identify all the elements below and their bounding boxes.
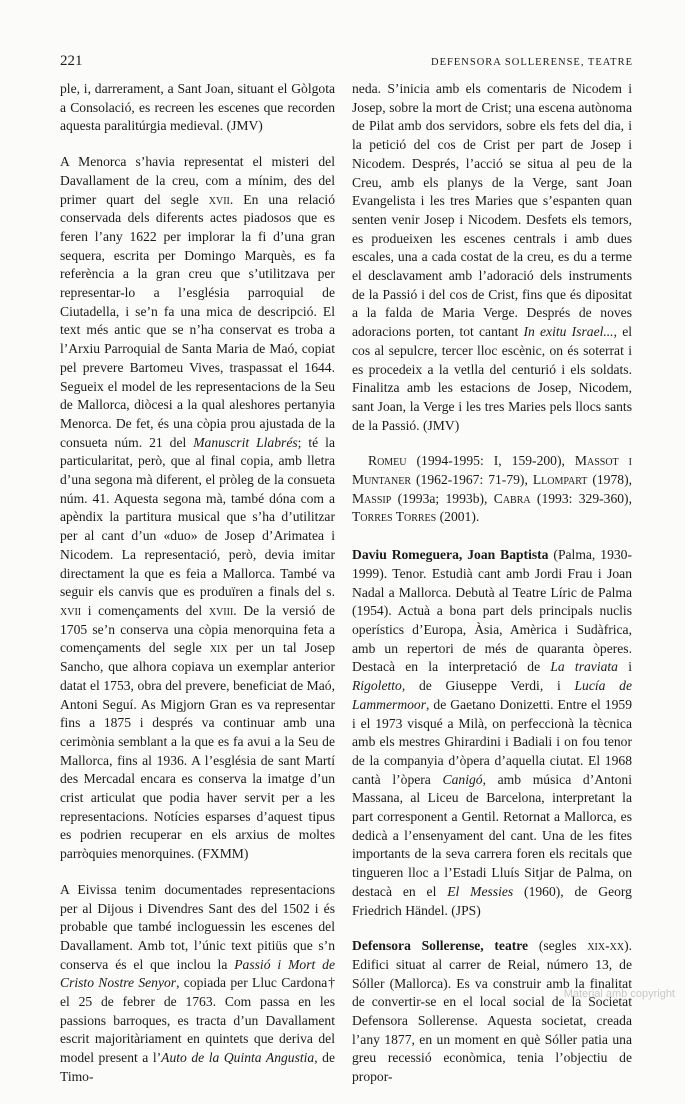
running-head: DEFENSORA SOLLERENSE, TEATRE xyxy=(431,57,633,68)
bibliography: Romeu (1994-1995: I, 159-200), Massot i Muntaner (1962-1967: 71-79), Llompart (1978), Massip (1993a; 1993b), Cabra (1993: 329-360), Torres Torres (2001). xyxy=(352,453,632,525)
left-column xyxy=(60,80,335,1104)
entry-daviu-romeguera: Daviu Romeguera, Joan Baptista (Palma, 1930-1999). Tenor. Estudià cant amb Jordi Frau i Joan Nadal a Mallorca. Debutà al Teatre Líric de Palma (1954). Actuà a bona part dels principals nuclis operístics d’Europa, Àsia, Amèrica i Sudàfrica, amb un repertori de més de quaranta òperes. Destacà en la interpretació de La traviata i Rigoletto, de Giuseppe Verdi, i Lucía de Lammermoor, de Gaetano Donizetti. Entre el 1959 i el 1973 visqué a Milà, on perfeccionà la tècnica amb els mestres Ghirardini i Badiali i on fou tenor de la companyia d’òpera d’aquella ciutat. El 1968 cantà l’òpera Canigó, amb música d’Antoni Massana, al Liceu de Barcelona, interpretant la part corresponent a Gentil. Retornat a Mallorca, es dedicà a l’ensenyament del cant. Una de les fites importants de la seva carrera foren els recitals que tingueren lloc a l’Estadi Lluís Sitjar de Palma, on destacà en el El Messies (1960), de Georg Friedrich Händel. (JPS) xyxy=(352,547,632,918)
page-number: 221 xyxy=(60,53,83,69)
paragraph-menorca: A Menorca s’havia representat el misteri del Davallament de la creu, com a mínim, des del primer quart del segle xvii. En una relació conservada dels diferents actes piadosos que es feren l’any 1622 per implorar la fi d’una gran sequera, escrita per Domingo Marquès, es fa referència a la gran creu que s’utilitzava per representar-lo a l’església parroquial de Ciutadella, i se’n fa una mica de descripció. El text més antic que se n’ha conservat es troba a l’Arxiu Parroquial de Santa Maria de Maó, copiat pel prevere Bartomeu Vives, traspassat el 1644. Segueix el model de les representacions de la Seu de Mallorca, diòcesi a la qual aleshores pertanyia Menorca. De fet, és una còpia prou ajustada de la consueta núm. 21 del Manuscrit Llabrés; té la particularitat, però, que al final copia, amb lletra d’una segona mà diferent, el pròleg de la consueta núm. 41. Aquesta segona mà, també dóna com a apèndix la partitura musical que s’ha d’utilitzar per al cant d’un «duo» de Josep d’Arimatea i Nicodem. La representació, però, devia imitar directament la que es feia a Mallorca. També va seguir els canvis que es produïren a finals del s. xvii i començaments del xviii. De la versió de 1705 se’n conserva una còpia menorquina feta a començaments del segle xix per un tal Josep Sancho, que alhora copiava un exemplar anterior datat el 1753, obra del prevere, beneficiat de Maó, Antoni Seguí. As Migjorn Gran es va representar fins a 1875 i després va continuar amb una cerimònia semblant a la que es fa avui a la Seu de Mallorca, fins al 1936. A l’església de sant Martí des Mercadal encara es conserva la imatge d’un crist articulat que podia haver servit per a les representacions. Notícies esparses d’aquest tipus es podrien recuperar en els arxius de moltes parròquies menorquines. (FXMM) xyxy=(60,154,335,862)
copyright-watermark: Material amb copyright xyxy=(563,988,675,1000)
paragraph-eivissa: A Eivissa tenim documentades representacions per al Dijous i Divendres Sant des del 1502 i és probable que també incloguessin les escenes del Davallament. Amb tot, l’únic text pitiüs que s’n conserva és el que inclou la Passió i Mort de Cristo Nostre Senyor, copiada per Lluc Cardona† el 25 de febrer de 1763. Com passa en les passions barroques, es tracta d’un Davallament escrit majoritàriament en quintets que deriva del model present a l’Auto de la Quinta Angustia, de Timo- xyxy=(60,881,335,1084)
paragraph-golgota: ple, i, darrerament, a Sant Joan, situant el Gòlgota a Consolació, es recreen les escenes que recorden aquesta paralitúrgia medieval. (JMV) xyxy=(60,81,335,134)
entry-defensora-sollerense: Defensora Sollerense, teatre (segles xix-xx). Edifici situat al carrer de Reial, número 13, de Sóller (Mallorca). Es va construir amb la finalitat de convertir-se en el local social de la Societat Defensora Sollerense. Aquesta societat, creada l’any 1877, en un moment en què Sóller patia una greu recessió econòmica, tenia l’objectiu de propor- xyxy=(352,938,632,1085)
right-column xyxy=(352,80,632,1104)
paragraph-timoneda: neda. S’inicia amb els comentaris de Nicodem i Josep, sobre la mort de Crist; una escena autònoma de Pilat amb dos servidors, sobre els fets del dia, i la petició del cos de Crist per part de Josep i Nicodem. Després, l’acció se situa al peu de la Creu, amb els planys de la Verge, sant Joan Evangelista i les tres Maries que s’espanten quan senten venir Josep i Nicodem. Desfets els temors, es produeixen les escenes centrals i amb dues escales, una a cada costat de la creu, es du a terme el desclavament amb l’adoració dels instruments de la Passió i del cos de Crist, fins que és dipositat a la falda de Maria Verge. Després de noves adoracions porten, tot cantant In exitu Israel..., el cos al sepulcre, tercer lloc escènic, on és soterrat i es procedeix a la vetlla del centurió i els soldats. Finalitza amb les estacions de Josep, Nicodem, sant Joan, la Verge i les tres Maries pels llocs sants de la Passió. (JMV) xyxy=(352,81,633,433)
